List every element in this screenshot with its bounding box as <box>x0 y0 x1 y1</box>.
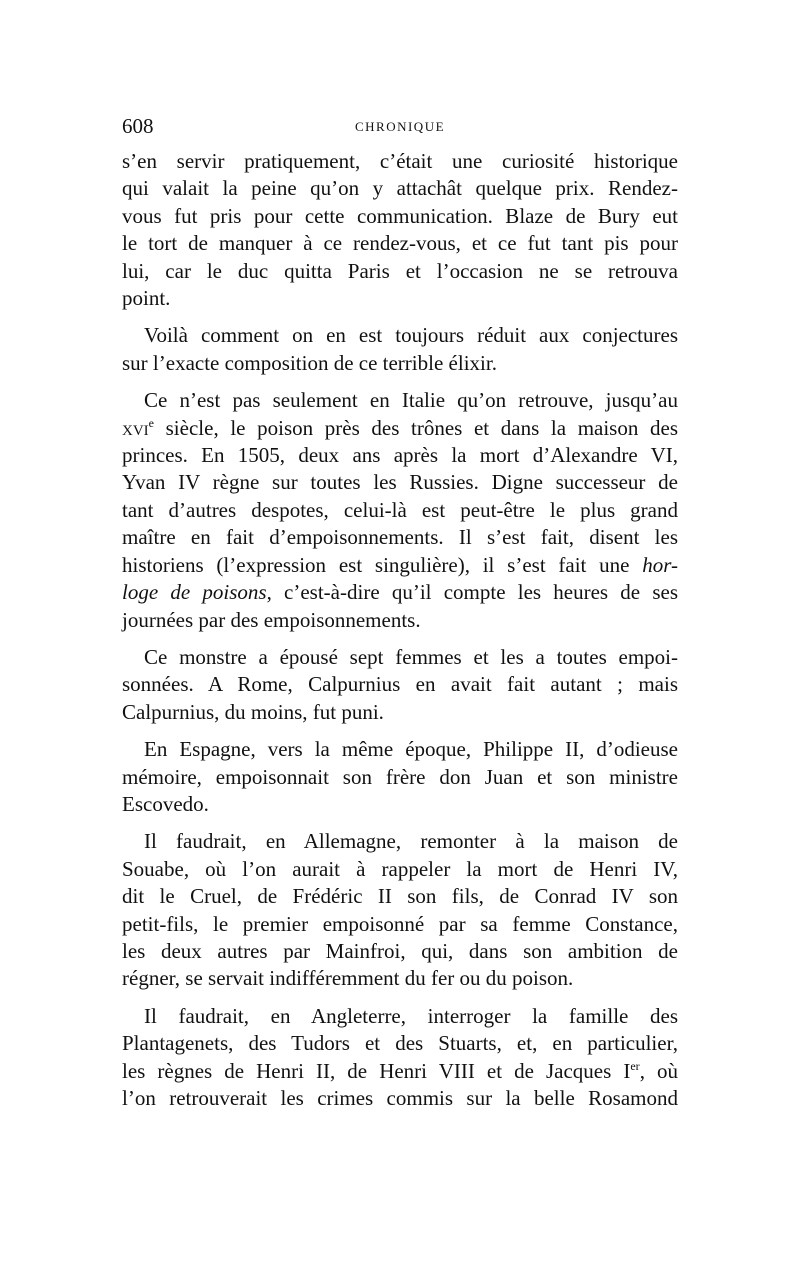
text-line: Calpurnius, du moins, fut puni. <box>122 699 384 724</box>
text-line: Voilà comment on en est toujours réduit aux conjectures <box>144 323 678 348</box>
text-run: les règnes de Henri II, de Henri VIII et de Jacques I <box>122 1058 631 1083</box>
text-run: , c’est-à-dire qu’il compte les heures de ses <box>266 580 678 605</box>
text-run: , où <box>639 1058 678 1083</box>
text-line: sur l’exacte composition de ce terrible élixir. <box>122 350 497 375</box>
page-header <box>122 114 678 144</box>
text-line: Plantagenets, des Tudors et des Stuarts, et, en particulier, <box>122 1031 678 1056</box>
superscript: er <box>630 1058 640 1073</box>
text-line: le tort de manquer à ce rendez-vous, et ce fut tant pis pour <box>122 231 678 256</box>
text-line: Il faudrait, en Angleterre, interroger la famille des <box>144 1003 678 1028</box>
running-head: CHRONIQUE <box>354 119 446 134</box>
paragraph <box>122 644 678 726</box>
text-line: dit le Cruel, de Frédéric II son fils, de Conrad IV son <box>122 884 678 909</box>
paragraph <box>122 736 678 818</box>
page-number: 608 <box>122 114 154 138</box>
text-line: tant d’autres despotes, celui-là est peut-être le plus grand <box>122 497 678 522</box>
text-run: siècle, le poison près des trônes et dans la maison des <box>154 415 678 440</box>
italic-text: loge de poisons <box>122 580 267 605</box>
text-line <box>122 415 678 442</box>
text-line: princes. En 1505, deux ans après la mort d’Alexandre VI, <box>122 443 678 468</box>
text-line: Ce n’est pas seulement en Italie qu’on retrouve, jusqu’au <box>144 388 678 413</box>
text-line: qui valait la peine qu’on y attachât quelque prix. Rendez- <box>122 176 678 201</box>
text-line: l’on retrouverait les crimes commis sur la belle Rosamond <box>122 1086 678 1110</box>
text-line: s’en servir pratiquement, c’était une curiosité historique <box>122 149 678 173</box>
text-line: Escovedo. <box>122 791 209 816</box>
century-numeral: xvi <box>122 415 149 440</box>
text-line: lui, car le duc quitta Paris et l’occasion ne se retrouva <box>122 258 678 283</box>
paragraph <box>122 387 678 634</box>
paragraph <box>122 1003 678 1113</box>
text-line: mémoire, empoisonnait son frère don Juan et son ministre <box>122 764 678 789</box>
paragraph <box>122 148 678 312</box>
text-line: Yvan IV règne sur toutes les Russies. Digne successeur de <box>122 470 678 495</box>
text-line <box>122 1058 678 1085</box>
text-line: les deux autres par Mainfroi, qui, dans son ambition de <box>122 938 678 963</box>
text-line <box>122 552 678 579</box>
text-line: Ce monstre a épousé sept femmes et les a toutes empoi- <box>144 644 678 669</box>
text-line: maître en fait d’empoisonnements. Il s’est fait, disent les <box>122 525 678 550</box>
text-line: petit-fils, le premier empoisonné par sa femme Constance, <box>122 911 678 936</box>
paragraph <box>122 322 678 377</box>
italic-text: hor- <box>642 552 678 577</box>
text-line: Il faudrait, en Allemagne, remonter à la maison de <box>144 829 678 854</box>
text-line: vous fut pris pour cette communication. Blaze de Bury eut <box>122 203 678 228</box>
text-line <box>122 579 678 606</box>
text-line: journées par des empoisonnements. <box>122 607 421 632</box>
text-line: En Espagne, vers la même époque, Philippe II, d’odieuse <box>144 737 678 762</box>
text-line: Souabe, où l’on aurait à rappeler la mort de Henri IV, <box>122 856 678 881</box>
text-run: historiens (l’expression est singulière), il s’est fait une <box>122 552 643 577</box>
text-line: sonnées. A Rome, Calpurnius en avait fait autant ; mais <box>122 672 678 697</box>
page-body <box>122 148 678 1122</box>
text-line: régner, se servait indifféremment du fer ou du poison. <box>122 966 574 991</box>
text-line: point. <box>122 286 171 311</box>
superscript: e <box>148 415 154 430</box>
paragraph <box>122 828 678 992</box>
